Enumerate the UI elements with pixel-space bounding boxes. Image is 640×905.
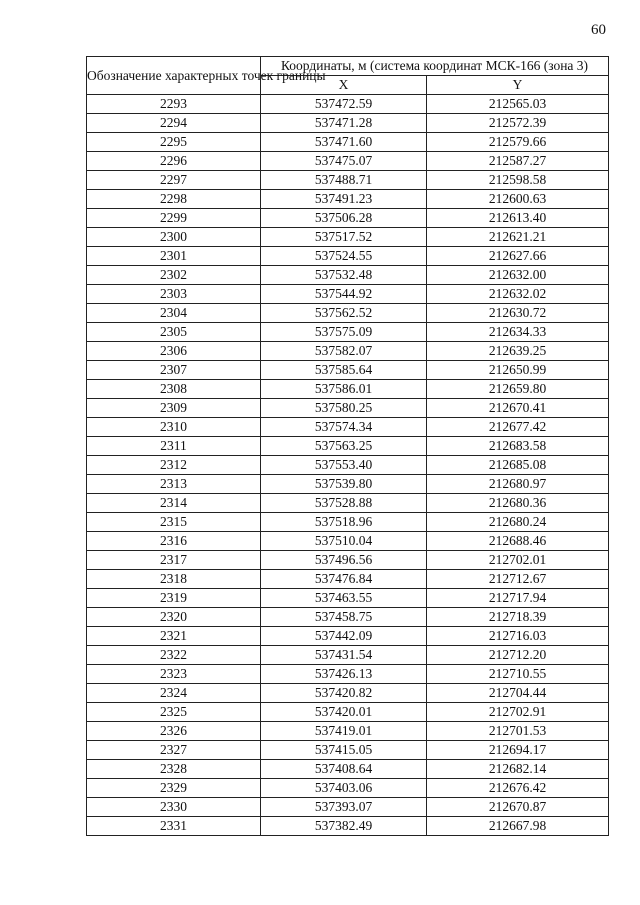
table-row bbox=[87, 418, 609, 437]
point-number-cell: 2299 bbox=[87, 209, 261, 228]
x-coordinate-cell: 537524.55 bbox=[261, 247, 427, 266]
table-row bbox=[87, 133, 609, 152]
point-number-cell: 2325 bbox=[87, 703, 261, 722]
point-number-cell: 2303 bbox=[87, 285, 261, 304]
x-coordinate-cell: 537585.64 bbox=[261, 361, 427, 380]
table-row bbox=[87, 532, 609, 551]
y-coordinate-cell: 212632.02 bbox=[427, 285, 609, 304]
x-coordinate-cell: 537488.71 bbox=[261, 171, 427, 190]
table-row bbox=[87, 646, 609, 665]
x-coordinate-cell: 537408.64 bbox=[261, 760, 427, 779]
x-coordinate-cell: 537415.05 bbox=[261, 741, 427, 760]
y-coordinate-cell: 212680.97 bbox=[427, 475, 609, 494]
x-coordinate-cell: 537426.13 bbox=[261, 665, 427, 684]
point-number-cell: 2297 bbox=[87, 171, 261, 190]
point-number-cell: 2296 bbox=[87, 152, 261, 171]
y-coordinate-cell: 212701.53 bbox=[427, 722, 609, 741]
point-number-cell: 2313 bbox=[87, 475, 261, 494]
y-coordinate-cell: 212627.66 bbox=[427, 247, 609, 266]
point-number-cell: 2319 bbox=[87, 589, 261, 608]
y-coordinate-cell: 212667.98 bbox=[427, 817, 609, 836]
point-number-cell: 2305 bbox=[87, 323, 261, 342]
x-coordinate-cell: 537553.40 bbox=[261, 456, 427, 475]
table-row bbox=[87, 228, 609, 247]
y-coordinate-cell: 212634.33 bbox=[427, 323, 609, 342]
y-coordinate-cell: 212702.91 bbox=[427, 703, 609, 722]
y-coordinate-cell: 212685.08 bbox=[427, 456, 609, 475]
table-row bbox=[87, 722, 609, 741]
y-coordinate-cell: 212704.44 bbox=[427, 684, 609, 703]
point-number-cell: 2316 bbox=[87, 532, 261, 551]
y-coordinate-cell: 212712.67 bbox=[427, 570, 609, 589]
point-number-cell: 2304 bbox=[87, 304, 261, 323]
x-coordinate-cell: 537471.60 bbox=[261, 133, 427, 152]
y-coordinate-cell: 212598.58 bbox=[427, 171, 609, 190]
table-row bbox=[87, 817, 609, 836]
x-coordinate-cell: 537476.84 bbox=[261, 570, 427, 589]
point-number-cell: 2315 bbox=[87, 513, 261, 532]
table-row bbox=[87, 627, 609, 646]
table-row bbox=[87, 494, 609, 513]
y-coordinate-cell: 212680.36 bbox=[427, 494, 609, 513]
y-coordinate-cell: 212579.66 bbox=[427, 133, 609, 152]
table-body bbox=[87, 95, 609, 836]
x-coordinate-cell: 537563.25 bbox=[261, 437, 427, 456]
table-row bbox=[87, 266, 609, 285]
x-coordinate-cell: 537506.28 bbox=[261, 209, 427, 228]
coordinates-header: Координаты, м (система координат МСК-166 (зона 3) bbox=[261, 57, 609, 76]
point-number-cell: 2317 bbox=[87, 551, 261, 570]
y-coordinate-cell: 212710.55 bbox=[427, 665, 609, 684]
y-coordinate-cell: 212600.63 bbox=[427, 190, 609, 209]
point-number-cell: 2330 bbox=[87, 798, 261, 817]
table-row bbox=[87, 190, 609, 209]
point-number-cell: 2298 bbox=[87, 190, 261, 209]
table-row bbox=[87, 114, 609, 133]
x-coordinate-cell: 537442.09 bbox=[261, 627, 427, 646]
x-coordinate-cell: 537471.28 bbox=[261, 114, 427, 133]
y-coordinate-cell: 212670.87 bbox=[427, 798, 609, 817]
y-coordinate-cell: 212716.03 bbox=[427, 627, 609, 646]
point-number-cell: 2324 bbox=[87, 684, 261, 703]
table-row bbox=[87, 323, 609, 342]
point-number-cell: 2322 bbox=[87, 646, 261, 665]
table-row bbox=[87, 247, 609, 266]
page-number: 60 bbox=[591, 22, 606, 38]
table-row bbox=[87, 361, 609, 380]
y-coordinate-cell: 212565.03 bbox=[427, 95, 609, 114]
x-coordinate-cell: 537518.96 bbox=[261, 513, 427, 532]
point-number-cell: 2295 bbox=[87, 133, 261, 152]
x-coordinate-cell: 537544.92 bbox=[261, 285, 427, 304]
x-coordinate-cell: 537403.06 bbox=[261, 779, 427, 798]
point-number-cell: 2321 bbox=[87, 627, 261, 646]
y-coordinate-cell: 212683.58 bbox=[427, 437, 609, 456]
table-row bbox=[87, 608, 609, 627]
x-coordinate-cell: 537496.56 bbox=[261, 551, 427, 570]
y-coordinate-cell: 212718.39 bbox=[427, 608, 609, 627]
table-row bbox=[87, 456, 609, 475]
point-designation-header: Обозначение характерных точек границы bbox=[87, 57, 261, 95]
table-row bbox=[87, 665, 609, 684]
table-row bbox=[87, 437, 609, 456]
x-coordinate-cell: 537510.04 bbox=[261, 532, 427, 551]
table-row bbox=[87, 475, 609, 494]
y-coordinate-cell: 212613.40 bbox=[427, 209, 609, 228]
table-row bbox=[87, 703, 609, 722]
point-number-cell: 2311 bbox=[87, 437, 261, 456]
x-coordinate-cell: 537575.09 bbox=[261, 323, 427, 342]
x-coordinate-cell: 537532.48 bbox=[261, 266, 427, 285]
x-coordinate-cell: 537539.80 bbox=[261, 475, 427, 494]
y-coordinate-cell: 212621.21 bbox=[427, 228, 609, 247]
y-coordinate-cell: 212682.14 bbox=[427, 760, 609, 779]
x-coordinate-cell: 537475.07 bbox=[261, 152, 427, 171]
y-column-header: Y bbox=[427, 76, 609, 95]
y-coordinate-cell: 212670.41 bbox=[427, 399, 609, 418]
y-coordinate-cell: 212694.17 bbox=[427, 741, 609, 760]
table-row bbox=[87, 209, 609, 228]
y-coordinate-cell: 212702.01 bbox=[427, 551, 609, 570]
table-row bbox=[87, 342, 609, 361]
point-number-cell: 2312 bbox=[87, 456, 261, 475]
x-coordinate-cell: 537420.01 bbox=[261, 703, 427, 722]
y-coordinate-cell: 212572.39 bbox=[427, 114, 609, 133]
point-number-cell: 2328 bbox=[87, 760, 261, 779]
table-row bbox=[87, 684, 609, 703]
point-number-cell: 2309 bbox=[87, 399, 261, 418]
y-coordinate-cell: 212688.46 bbox=[427, 532, 609, 551]
table-header bbox=[87, 57, 609, 95]
table-row bbox=[87, 152, 609, 171]
table-row bbox=[87, 779, 609, 798]
x-coordinate-cell: 537574.34 bbox=[261, 418, 427, 437]
table-row bbox=[87, 171, 609, 190]
point-number-cell: 2300 bbox=[87, 228, 261, 247]
point-number-cell: 2329 bbox=[87, 779, 261, 798]
y-coordinate-cell: 212632.00 bbox=[427, 266, 609, 285]
y-coordinate-cell: 212639.25 bbox=[427, 342, 609, 361]
point-number-cell: 2301 bbox=[87, 247, 261, 266]
y-coordinate-cell: 212659.80 bbox=[427, 380, 609, 399]
point-number-cell: 2293 bbox=[87, 95, 261, 114]
y-coordinate-cell: 212630.72 bbox=[427, 304, 609, 323]
point-number-cell: 2310 bbox=[87, 418, 261, 437]
point-number-cell: 2314 bbox=[87, 494, 261, 513]
x-coordinate-cell: 537580.25 bbox=[261, 399, 427, 418]
table-row bbox=[87, 513, 609, 532]
y-coordinate-cell: 212650.99 bbox=[427, 361, 609, 380]
x-coordinate-cell: 537491.23 bbox=[261, 190, 427, 209]
x-coordinate-cell: 537419.01 bbox=[261, 722, 427, 741]
y-coordinate-cell: 212680.24 bbox=[427, 513, 609, 532]
point-number-cell: 2308 bbox=[87, 380, 261, 399]
y-coordinate-cell: 212717.94 bbox=[427, 589, 609, 608]
x-coordinate-cell: 537463.55 bbox=[261, 589, 427, 608]
x-coordinate-cell: 537517.52 bbox=[261, 228, 427, 247]
point-number-cell: 2326 bbox=[87, 722, 261, 741]
x-column-header: X bbox=[261, 76, 427, 95]
point-number-cell: 2318 bbox=[87, 570, 261, 589]
x-coordinate-cell: 537393.07 bbox=[261, 798, 427, 817]
x-coordinate-cell: 537586.01 bbox=[261, 380, 427, 399]
table-row bbox=[87, 741, 609, 760]
point-number-cell: 2302 bbox=[87, 266, 261, 285]
y-coordinate-cell: 212677.42 bbox=[427, 418, 609, 437]
x-coordinate-cell: 537562.52 bbox=[261, 304, 427, 323]
x-coordinate-cell: 537420.82 bbox=[261, 684, 427, 703]
table-row bbox=[87, 589, 609, 608]
point-number-cell: 2323 bbox=[87, 665, 261, 684]
table-row bbox=[87, 798, 609, 817]
point-number-cell: 2307 bbox=[87, 361, 261, 380]
table-row bbox=[87, 380, 609, 399]
x-coordinate-cell: 537582.07 bbox=[261, 342, 427, 361]
point-number-cell: 2306 bbox=[87, 342, 261, 361]
point-number-cell: 2327 bbox=[87, 741, 261, 760]
table-row bbox=[87, 95, 609, 114]
point-number-cell: 2331 bbox=[87, 817, 261, 836]
y-coordinate-cell: 212587.27 bbox=[427, 152, 609, 171]
x-coordinate-cell: 537472.59 bbox=[261, 95, 427, 114]
table-row bbox=[87, 399, 609, 418]
table-row bbox=[87, 551, 609, 570]
point-number-cell: 2294 bbox=[87, 114, 261, 133]
x-coordinate-cell: 537382.49 bbox=[261, 817, 427, 836]
y-coordinate-cell: 212712.20 bbox=[427, 646, 609, 665]
point-number-cell: 2320 bbox=[87, 608, 261, 627]
x-coordinate-cell: 537458.75 bbox=[261, 608, 427, 627]
table-row bbox=[87, 285, 609, 304]
table-row bbox=[87, 570, 609, 589]
table-row bbox=[87, 760, 609, 779]
x-coordinate-cell: 537528.88 bbox=[261, 494, 427, 513]
coordinates-table bbox=[86, 56, 609, 836]
x-coordinate-cell: 537431.54 bbox=[261, 646, 427, 665]
y-coordinate-cell: 212676.42 bbox=[427, 779, 609, 798]
table-row bbox=[87, 304, 609, 323]
